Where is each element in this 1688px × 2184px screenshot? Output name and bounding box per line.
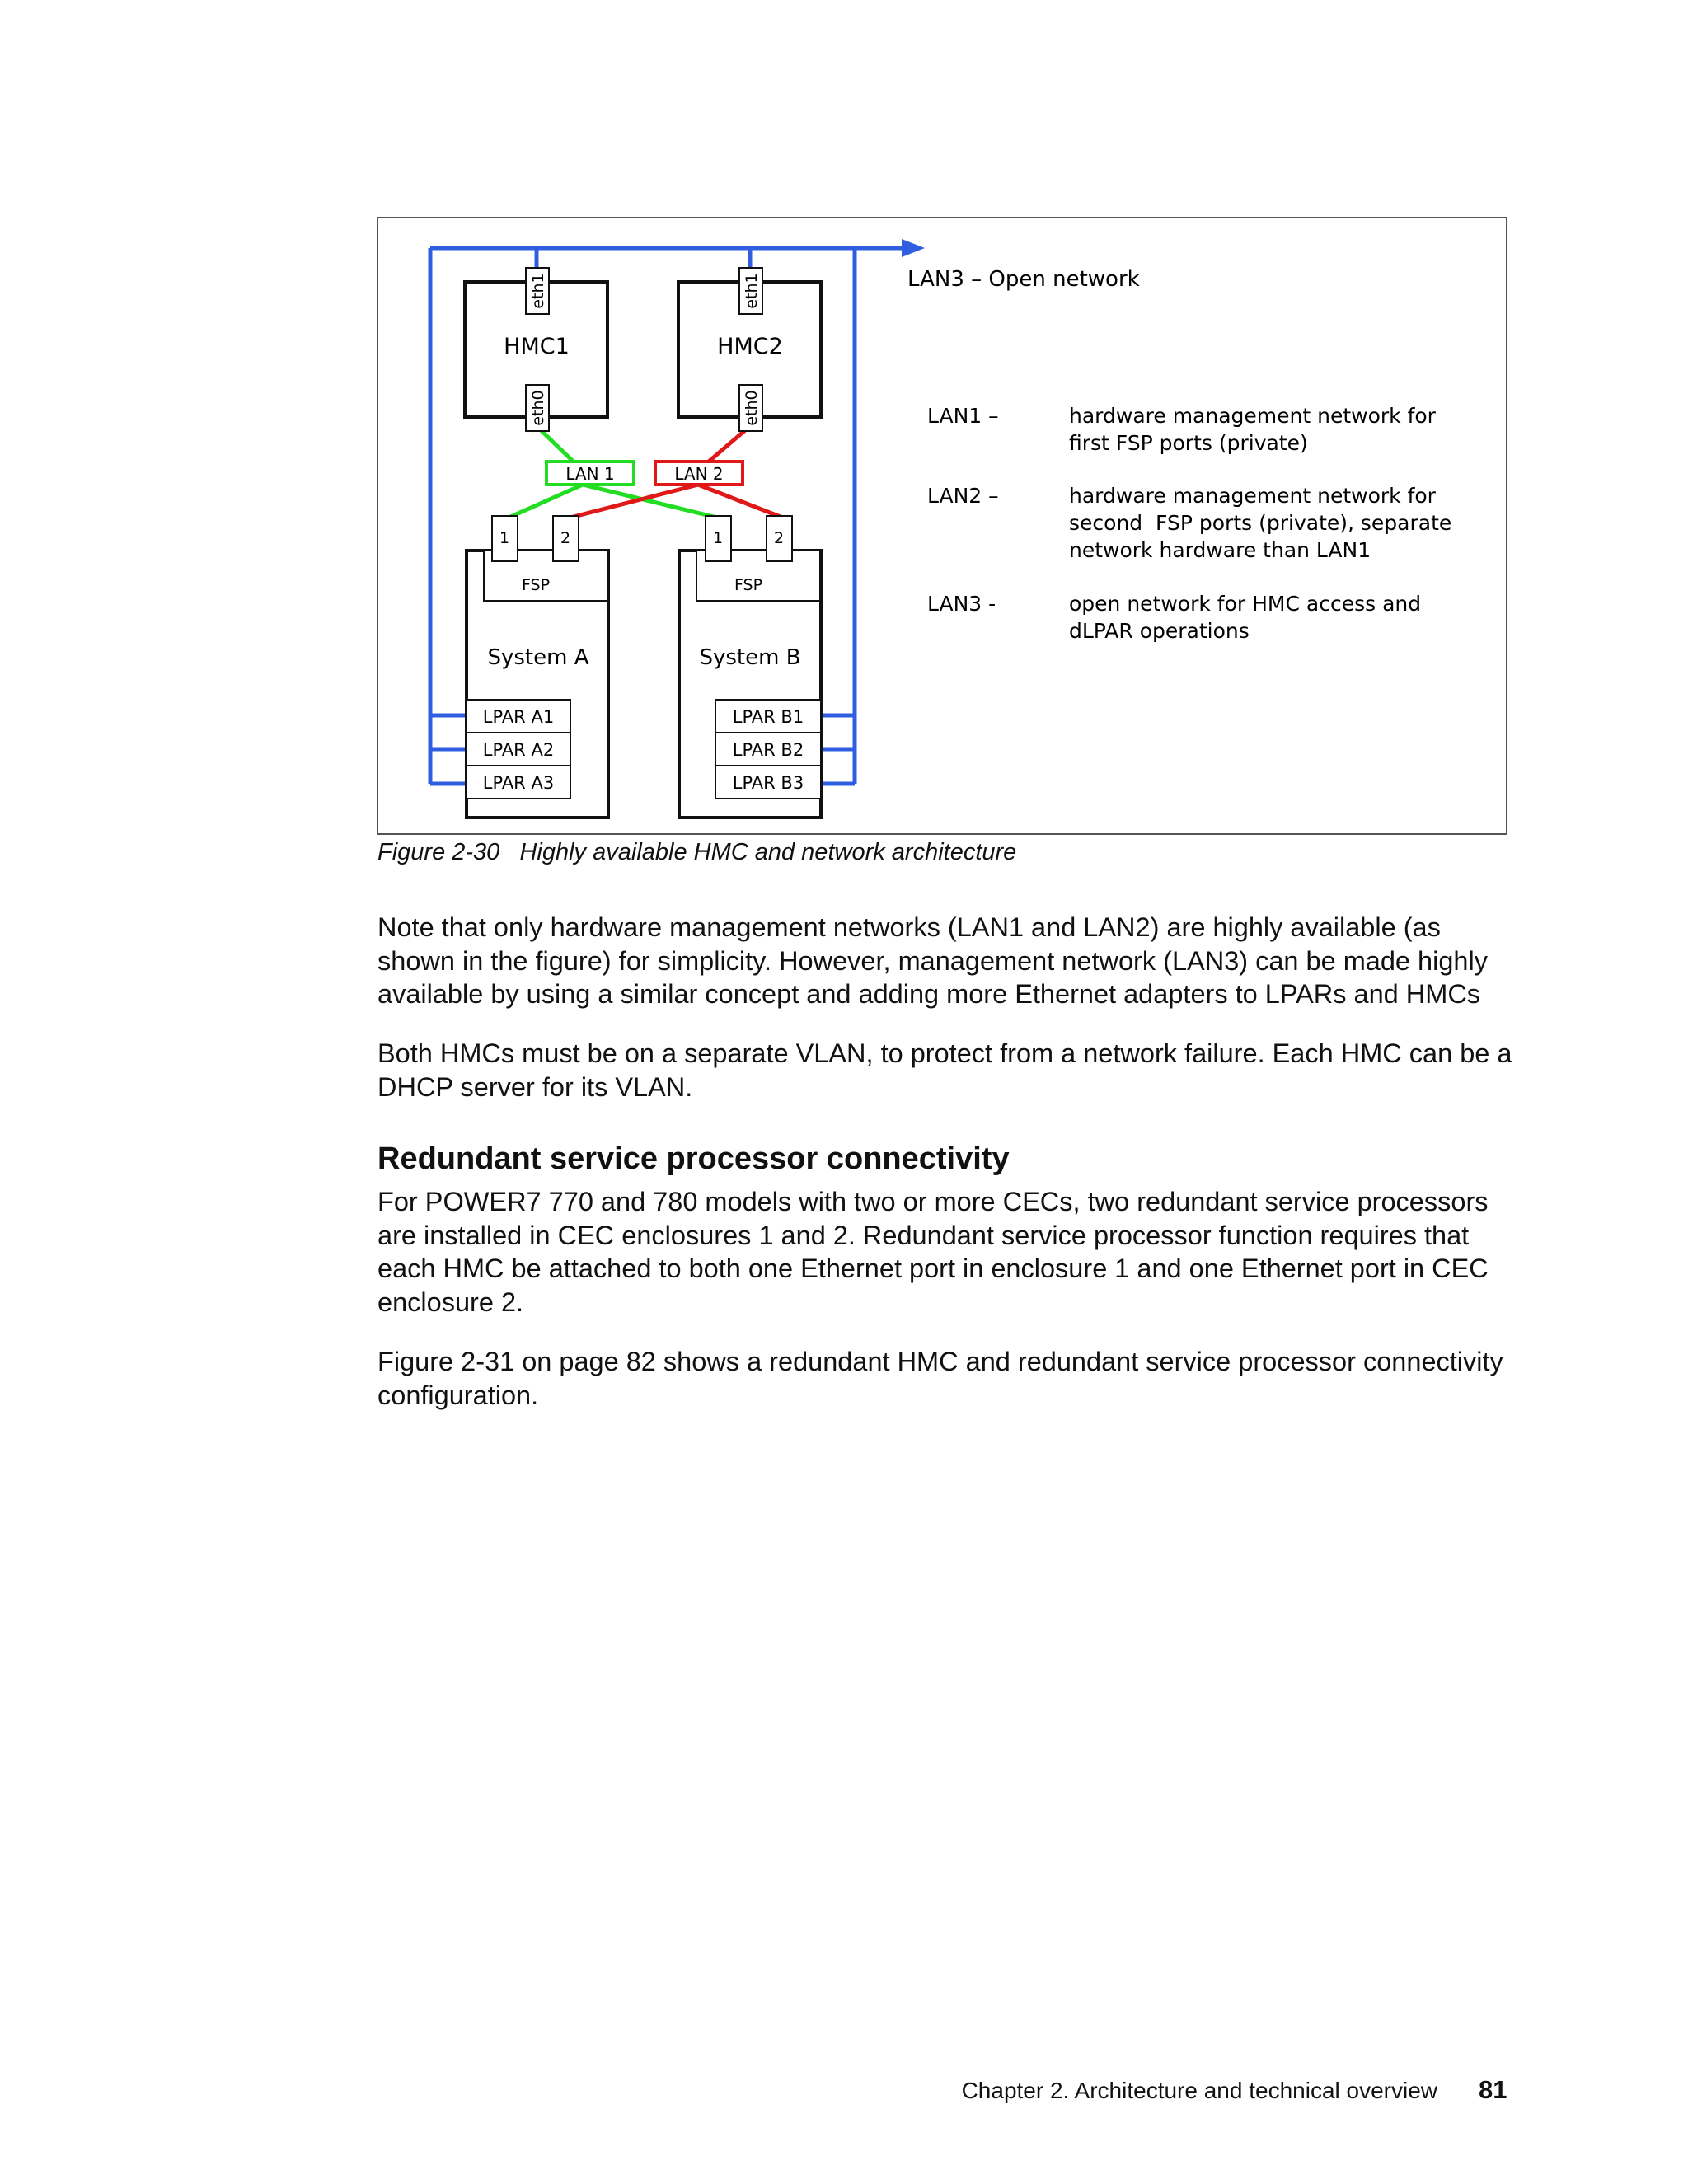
legend-lan2-line-3: network hardware than LAN1 [1069, 538, 1372, 562]
system-b-fsp-label: FSP [734, 576, 763, 594]
system-b-port-1-label: 1 [712, 529, 724, 547]
system-b-box [679, 516, 821, 818]
lan3-arrow-label: LAN3 – Open network [907, 267, 1140, 292]
hmc2-eth1-label: eth1 [743, 273, 761, 309]
paragraph-figure-reference: Figure 2-31 on page 82 shows a redundant HMC and redundant service processor connectivity configuration. [377, 1347, 1503, 1410]
hmc1-eth0-label: eth0 [529, 390, 547, 426]
legend-term-lan1: LAN1 – [927, 404, 999, 428]
lan2-switch [655, 462, 743, 485]
system-a-port-2-label: 2 [560, 529, 571, 547]
system-a-box [467, 516, 608, 818]
lpar-b2-label: LPAR B2 [732, 740, 804, 760]
system-b-port-2-label: 2 [773, 529, 785, 547]
hmc1-box [465, 268, 607, 431]
legend-lan2-line-1: hardware management network for [1069, 484, 1436, 508]
section-heading: Redundant service processor connectivity [377, 1141, 1010, 1176]
lpar-b3-label: LPAR B3 [732, 773, 804, 793]
page-number: 81 [1479, 2075, 1507, 2104]
lan1-switch [546, 462, 634, 485]
hmc2-name: HMC2 [717, 334, 783, 359]
hmc1-name: HMC1 [504, 334, 570, 359]
legend-term-lan2: LAN2 – [927, 484, 999, 508]
system-a-fsp-label: FSP [521, 576, 551, 594]
hmc2-box [678, 268, 821, 431]
network-diagram [377, 217, 1508, 835]
legend-lan1-line-2: first FSP ports (private) [1069, 431, 1308, 455]
lpar-a2-label: LPAR A2 [482, 740, 555, 760]
paragraph-vlan: Both HMCs must be on a separate VLAN, to protect from a network failure. Each HMC can be a DHCP server for its VLAN. [377, 1038, 1512, 1102]
hmc2-eth0-label: eth0 [743, 390, 761, 426]
system-b-name: System B [699, 645, 801, 670]
figure-caption: Figure 2-30 Highly available HMC and network architecture [377, 839, 1017, 865]
system-a-name: System A [487, 645, 589, 670]
lpar-b1-label: LPAR B1 [732, 707, 804, 727]
lan2-switch-label: LAN 2 [674, 464, 724, 484]
paragraph-service-processor: For POWER7 770 and 780 models with two or more CECs, two redundant service processors are installed in CEC enclosures 1 and 2. Redundant service processor function requires that each HMC be attached to both one Ethernet port in enclosure 1 and one Ethernet port in CEC enclosure 2. [377, 1187, 1489, 1317]
legend-lan2-line-2: second FSP ports (private), separate [1069, 511, 1452, 535]
lpar-a3-label: LPAR A3 [482, 773, 555, 793]
hmc1-eth1-label: eth1 [529, 273, 547, 309]
footer-chapter: Chapter 2. Architecture and technical overview [961, 2078, 1437, 2103]
legend-lan3-line-1: open network for HMC access and [1069, 592, 1422, 616]
legend-lan3-line-2: dLPAR operations [1069, 619, 1250, 643]
system-a-port-1-label: 1 [499, 529, 510, 547]
legend-term-lan3: LAN3 - [927, 592, 996, 616]
legend-lan1-line-1: hardware management network for [1069, 404, 1436, 428]
paragraph-ha-networks: Note that only hardware management networks (LAN1 and LAN2) are highly available (as shown in the figure) for simplicity. However, management network (LAN3) can be made highly available by using a similar concept and adding more Ethernet adapters to LPARs and HMCs [377, 912, 1488, 1009]
lpar-a1-label: LPAR A1 [482, 707, 555, 727]
network-architecture-figure [377, 217, 1508, 835]
lan1-switch-label: LAN 1 [565, 464, 615, 484]
